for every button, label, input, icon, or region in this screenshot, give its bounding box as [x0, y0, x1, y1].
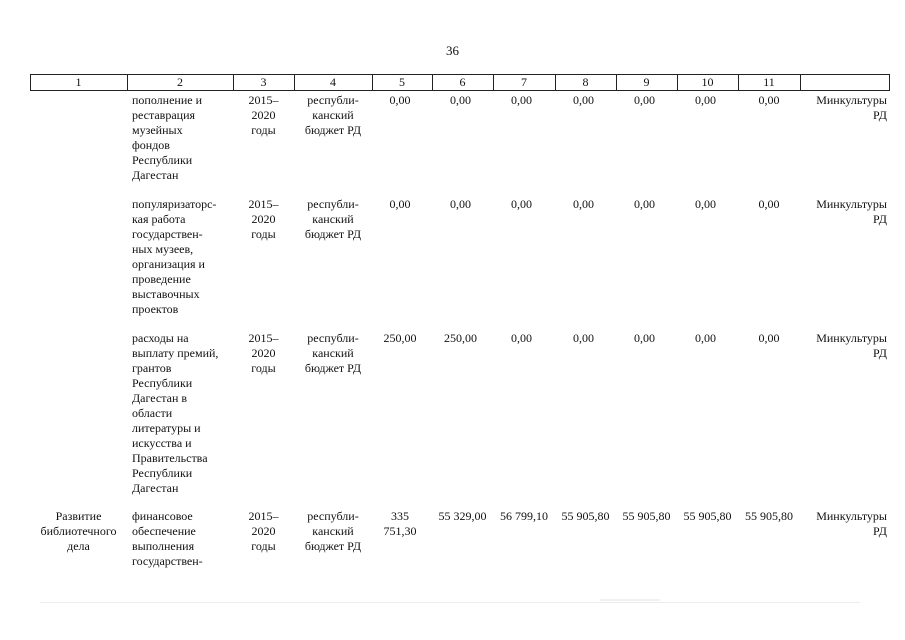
row-source: республи- канский бюджет РД: [304, 93, 362, 137]
row-value-col5: 0,00: [389, 197, 411, 211]
scan-noise: [40, 602, 860, 603]
table-header-bottom-rule: [30, 90, 890, 91]
header-separator: [889, 74, 890, 90]
row-value-col7: 0,00: [511, 331, 532, 345]
row-value-col10: 0,00: [695, 93, 716, 107]
column-header: [800, 75, 889, 90]
row-value-col9: 0,00: [634, 197, 655, 211]
row-value-col8: 0,00: [573, 93, 594, 107]
row-section: Развитие библиотечного дела: [40, 509, 117, 553]
column-header: 9: [643, 75, 650, 89]
row-value-col9: 0,00: [634, 331, 655, 345]
row-period: 2015– 2020 годы: [248, 93, 279, 137]
row-value-col7: 0,00: [511, 197, 532, 211]
column-header: 7: [521, 75, 527, 89]
column-header: 10: [701, 75, 714, 89]
row-value-col5: 250,00: [383, 331, 417, 345]
row-period: 2015– 2020 годы: [248, 197, 279, 241]
row-value-col6: 0,00: [450, 93, 471, 107]
row-value-col10: 55 905,80: [683, 509, 732, 523]
column-header: 3: [260, 75, 267, 89]
row-value-col9: 55 905,80: [622, 509, 671, 523]
row-value-col8: 0,00: [573, 197, 594, 211]
row-value-col9: 0,00: [634, 93, 655, 107]
row-executor: Минкультуры РД: [816, 197, 887, 226]
scan-noise: [600, 599, 660, 601]
column-header: 2: [177, 75, 183, 89]
row-period: 2015– 2020 годы: [248, 509, 279, 553]
row-value-col11: 0,00: [758, 197, 780, 211]
row-source: республи- канский бюджет РД: [304, 197, 362, 241]
row-source: республи- канский бюджет РД: [304, 509, 362, 553]
row-value-col6: 250,00: [444, 331, 477, 345]
column-header: 8: [582, 75, 589, 89]
row-period: 2015– 2020 годы: [248, 331, 279, 375]
row-value-col11: 55 905,80: [745, 509, 793, 523]
row-description: пополнение и реставрация музейных фондов Республики Дагестан: [132, 93, 203, 182]
row-value-col10: 0,00: [695, 197, 716, 211]
column-header: 6: [459, 75, 466, 89]
row-executor: Минкультуры РД: [816, 509, 887, 538]
page-number: 36: [446, 43, 459, 58]
row-description: популяризаторс- кая работа государствен- ных музеев, организация и проведение выставочных проектов: [132, 197, 217, 316]
row-value-col5: 0,00: [389, 93, 411, 107]
row-value-col11: 0,00: [758, 93, 780, 107]
column-header: 4: [330, 75, 336, 89]
row-value-col6: 55 329,00: [438, 509, 487, 523]
row-executor: Минкультуры РД: [816, 331, 887, 360]
column-header: 1: [75, 75, 82, 89]
row-value-col10: 0,00: [695, 331, 716, 345]
row-value-col5: 335 751,30: [383, 509, 417, 538]
row-description: финансовое обеспечение выполнения государствен-: [132, 509, 203, 568]
row-description: расходы на выплату премий, грантов Республики Дагестан в области литературы и искусства и Правительства Республики Дагестан: [132, 331, 219, 495]
row-value-col7: 56 799,10: [500, 509, 548, 523]
row-value-col11: 0,00: [758, 331, 780, 345]
row-source: республи- канский бюджет РД: [304, 331, 362, 375]
row-value-col8: 55 905,80: [561, 509, 610, 523]
row-value-col6: 0,00: [450, 197, 471, 211]
column-header: 11: [763, 75, 775, 89]
column-header: 5: [399, 75, 405, 89]
row-value-col8: 0,00: [573, 331, 594, 345]
row-value-col7: 0,00: [511, 93, 532, 107]
row-executor: Минкультуры РД: [816, 93, 887, 122]
